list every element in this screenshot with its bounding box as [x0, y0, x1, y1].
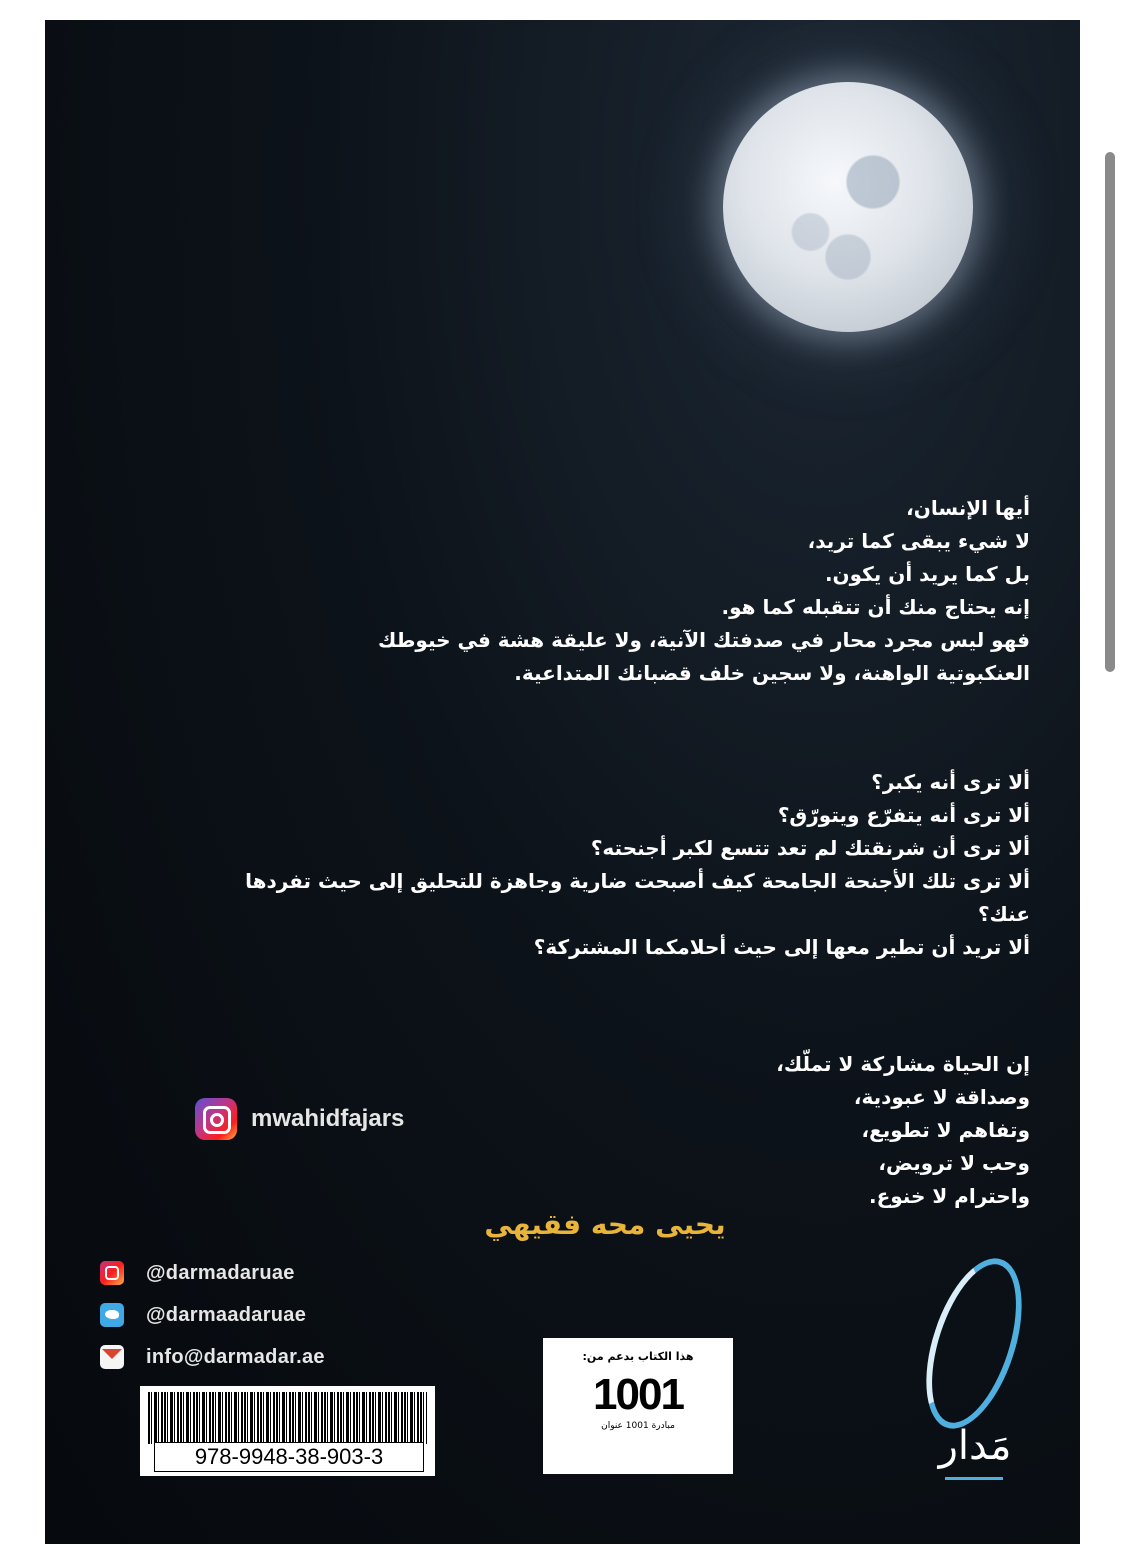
poem-line: لا شيء يبقى كما تريد، [807, 529, 1030, 553]
poem-line: عنك؟ [977, 902, 1030, 926]
barcode-bars [148, 1392, 427, 1444]
poem-line: وصداقة لا عبودية، [853, 1085, 1030, 1109]
author-instagram[interactable] [195, 1098, 404, 1140]
publisher-contacts [100, 1252, 325, 1378]
scrollbar[interactable] [1105, 152, 1115, 672]
poem-line: العنكبوتية الواهنة، ولا سجين خلف قضبانك المتداعية. [514, 661, 1030, 685]
poem-line: إنه يحتاج منك أن تتقبله كما هو. [721, 595, 1030, 619]
twitter-icon [100, 1303, 124, 1327]
instagram-handle: mwahidfajars [251, 1105, 405, 1132]
author-name: يحيى محه فقيهي [484, 1208, 726, 1241]
poem-line: واحترام لا خنوع. [868, 1184, 1030, 1208]
contact-instagram[interactable] [100, 1252, 325, 1294]
poem-line: ألا ترى تلك الأجنحة الجامحة كيف أصبحت ضارية وجاهزة للتحليق إلى حيث تفردها [245, 869, 1030, 893]
poem-line: ألا تريد أن تطير معها إلى حيث أحلامكما المشتركة؟ [533, 935, 1030, 959]
poem-line: ألا ترى أنه يكبر؟ [871, 770, 1030, 794]
poem-line: وتفاهم لا تطويع، [861, 1118, 1030, 1142]
twitter-contact: @darmaadaruae [146, 1303, 307, 1326]
instagram-contact: @darmadaruae [146, 1261, 295, 1284]
email-contact: info@darmadar.ae [146, 1345, 325, 1368]
poem-paragraph-2 [170, 766, 1030, 964]
logo-text: مَدار [938, 1423, 1012, 1469]
barcode [140, 1386, 435, 1476]
support-badge [543, 1338, 733, 1474]
mail-icon [100, 1345, 124, 1369]
isbn-number: 978-9948-38-903-3 [154, 1442, 424, 1472]
badge-number: 1001 [593, 1370, 683, 1419]
logo-ring-icon [908, 1247, 1041, 1441]
publisher-logo [915, 1255, 1035, 1485]
logo-underline [945, 1477, 1003, 1480]
poem-line: ألا ترى أن شرنقتك لم تعد تتسع لكبر أجنحته؟ [590, 836, 1030, 860]
poem-line: فهو ليس مجرد محار في صدفتك الآنية، ولا عليقة هشة في خيوطك [377, 628, 1030, 652]
poem-line: ألا ترى أنه يتفرّع ويتورّق؟ [777, 803, 1030, 827]
badge-subcaption: مبادرة 1001 عنوان [601, 1421, 675, 1431]
poem-paragraph-1 [170, 492, 1030, 690]
instagram-icon [195, 1098, 237, 1140]
poem-line: أيها الإنسان، [906, 496, 1030, 520]
contact-twitter[interactable] [100, 1294, 325, 1336]
contact-email[interactable] [100, 1336, 325, 1378]
badge-caption: هذا الكتاب بدعم من: [582, 1350, 694, 1363]
poem-line: إن الحياة مشاركة لا تملّك، [776, 1052, 1030, 1076]
poem-line: بل كما يريد أن يكون. [824, 562, 1030, 586]
poem-line: وحب لا ترويض، [878, 1151, 1030, 1175]
instagram-icon [100, 1261, 124, 1285]
moon-image [723, 82, 973, 332]
